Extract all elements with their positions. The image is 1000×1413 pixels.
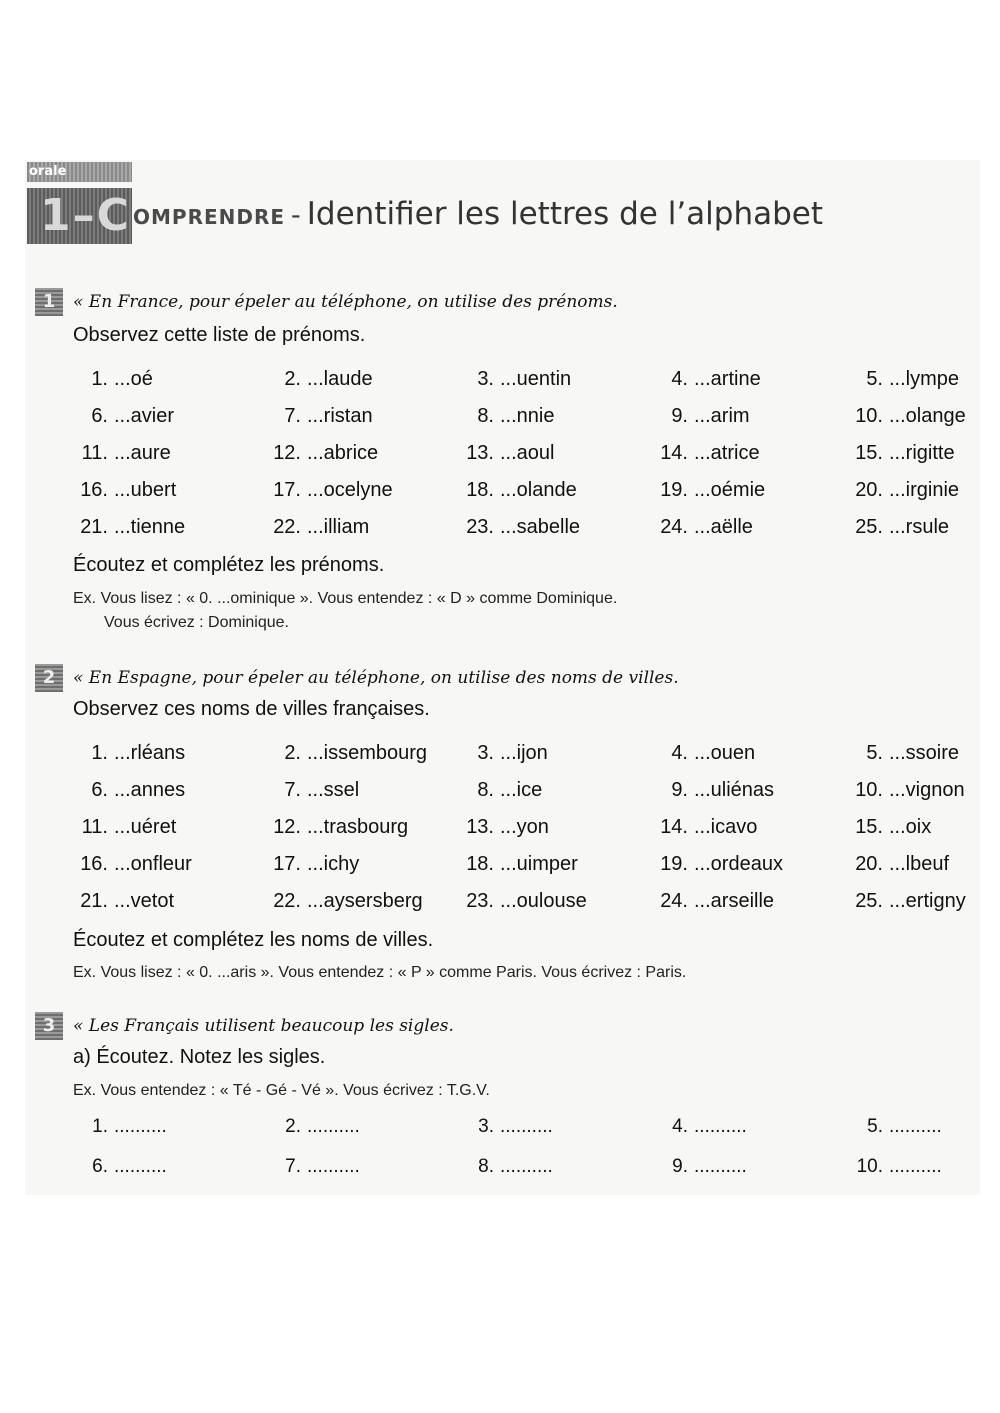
prenom-item-number: 24.: [660, 516, 688, 538]
prenom-item-number: 9.: [671, 405, 688, 427]
ville-item-word: ...oulouse: [500, 890, 587, 912]
ville-item-number: 7.: [284, 779, 301, 801]
ville-item-word: ...ichy: [307, 853, 360, 875]
sigle-item-word[interactable]: ..........: [114, 1116, 167, 1137]
ville-row: [70, 742, 970, 779]
prenom-item: [456, 405, 554, 428]
ville-item-word: ...ijon: [500, 742, 548, 764]
ville-item-number: 23.: [466, 890, 494, 912]
ville-item: [263, 816, 408, 839]
prenom-row: [70, 405, 970, 442]
ville-item-word: ...yon: [500, 816, 549, 838]
ville-item: [456, 779, 542, 802]
prenom-item-number: 25.: [855, 516, 883, 538]
prenom-item: [845, 479, 959, 502]
prenom-item-number: 2.: [284, 368, 301, 390]
ville-item: [456, 742, 548, 765]
prenom-item: [70, 368, 153, 391]
ville-item-number: 20.: [855, 853, 883, 875]
sigle-item-number: 6.: [92, 1156, 108, 1177]
ville-item-word: ...vetot: [114, 890, 175, 912]
ville-item: [845, 890, 966, 913]
ville-item-word: ...icavo: [694, 816, 758, 838]
exercise-3-number: 3: [35, 1012, 63, 1040]
ville-item-word: ...lbeuf: [889, 853, 950, 875]
ville-item: [845, 779, 965, 802]
ville-item: [650, 742, 755, 765]
prenom-item: [263, 479, 393, 502]
section-tab-label: orale: [27, 162, 132, 182]
sigle-item-number: 10.: [856, 1156, 883, 1177]
sigle-item: [263, 1116, 360, 1138]
ville-item: [845, 816, 931, 839]
prenom-item: [70, 479, 176, 502]
prenom-item-number: 17.: [273, 479, 301, 501]
ville-item-number: 16.: [80, 853, 108, 875]
ville-row: [70, 816, 970, 853]
prenom-item-number: 10.: [855, 405, 883, 427]
ville-item-number: 17.: [273, 853, 301, 875]
ville-item-number: 2.: [284, 742, 301, 764]
prenom-item-number: 6.: [91, 405, 108, 427]
exercise-1-task: Écoutez et complétez les prénoms.: [73, 554, 385, 576]
title-separator: -: [291, 200, 301, 231]
ville-item-number: 10.: [855, 779, 883, 801]
sigle-item-word[interactable]: ..........: [889, 1116, 942, 1137]
exercise-1-instruction: Observez cette liste de prénoms.: [73, 324, 366, 346]
ville-item-number: 13.: [466, 816, 494, 838]
exercise-1-intro: « En France, pour épeler au téléphone, on utilise des prénoms.: [73, 292, 618, 312]
prenom-item-number: 13.: [466, 442, 494, 464]
ville-item: [70, 742, 185, 765]
ville-item-number: 9.: [671, 779, 688, 801]
prenom-item-word: ...nnie: [500, 405, 555, 427]
prenom-item-word: ...rsule: [889, 516, 950, 538]
prenom-item-word: ...olange: [889, 405, 966, 427]
ville-item-number: 1.: [91, 742, 108, 764]
prenom-item-number: 21.: [80, 516, 108, 538]
prenom-item: [70, 516, 185, 539]
prenom-item-word: ...oémie: [694, 479, 766, 501]
sigle-item-word[interactable]: ..........: [307, 1156, 360, 1177]
ville-item-word: ...annes: [114, 779, 186, 801]
ville-item: [263, 742, 427, 765]
ville-item-word: ...aysersberg: [307, 890, 423, 912]
ville-item: [263, 890, 423, 913]
prenom-item: [263, 516, 369, 539]
prenom-row: [70, 516, 970, 553]
prenom-item-number: 5.: [866, 368, 883, 390]
prenom-item: [650, 405, 750, 428]
ville-row: [70, 853, 970, 890]
title-main: Identifier les lettres de l’alphabet: [306, 196, 824, 232]
ville-row: [70, 890, 970, 927]
sigle-row: [70, 1156, 970, 1196]
prenom-item: [456, 516, 580, 539]
ville-item: [70, 853, 192, 876]
prenom-item-number: 7.: [284, 405, 301, 427]
exercise-3-instruction: a) Écoutez. Notez les sigles.: [73, 1046, 326, 1068]
sigle-item-word[interactable]: ..........: [114, 1156, 167, 1177]
ville-item-word: ...vignon: [889, 779, 965, 801]
ville-item: [70, 816, 176, 839]
prenom-item-word: ...illiam: [307, 516, 370, 538]
exercise-3-intro: « Les Français utilisent beaucoup les sigles.: [73, 1016, 454, 1036]
prenom-item: [263, 442, 378, 465]
prenom-item: [650, 368, 761, 391]
ville-item-word: ...uimper: [500, 853, 578, 875]
ville-item: [650, 890, 774, 913]
sigle-row: [70, 1116, 970, 1156]
ville-item-word: ...ertigny: [889, 890, 966, 912]
ville-item: [845, 853, 949, 876]
ville-item: [70, 890, 174, 913]
sigle-item-number: 7.: [285, 1156, 301, 1177]
ville-item: [456, 816, 549, 839]
prenom-item-word: ...artine: [694, 368, 761, 390]
prenom-item-word: ...arim: [694, 405, 750, 427]
sigle-item-word[interactable]: ..........: [694, 1116, 747, 1137]
prenom-item: [650, 516, 753, 539]
ville-item-number: 6.: [91, 779, 108, 801]
sigle-item: [650, 1116, 747, 1138]
prenom-item-number: 20.: [855, 479, 883, 501]
ville-item-number: 15.: [855, 816, 883, 838]
ville-item-number: 19.: [660, 853, 688, 875]
sigle-item-word[interactable]: ..........: [694, 1156, 747, 1177]
prenom-item: [845, 516, 949, 539]
sigle-item: [845, 1116, 942, 1138]
prenom-item-word: ...abrice: [307, 442, 379, 464]
sigle-item-number: 5.: [867, 1116, 883, 1137]
prenom-item: [263, 405, 373, 428]
prenom-item-number: 4.: [671, 368, 688, 390]
prenom-item-number: 1.: [91, 368, 108, 390]
ville-item-word: ...issembourg: [307, 742, 428, 764]
prenom-item-number: 14.: [660, 442, 688, 464]
prenom-item-number: 12.: [273, 442, 301, 464]
prenom-item-number: 19.: [660, 479, 688, 501]
prenom-item-word: ...aoul: [500, 442, 555, 464]
prenom-item-word: ...laude: [307, 368, 373, 390]
ville-item-word: ...ouen: [694, 742, 756, 764]
sigle-item-word[interactable]: ..........: [307, 1116, 360, 1137]
prenom-item: [263, 368, 373, 391]
sigle-item-number: 4.: [672, 1116, 688, 1137]
page-title: [133, 196, 823, 232]
prenom-item-number: 3.: [477, 368, 494, 390]
prenom-item: [650, 479, 765, 502]
sigle-item-number: 3.: [478, 1116, 494, 1137]
ville-item-word: ...rléans: [114, 742, 186, 764]
ville-item-word: ...onfleur: [114, 853, 192, 875]
ville-item: [845, 742, 959, 765]
prenom-item: [845, 442, 955, 465]
ville-item-word: ...ice: [500, 779, 543, 801]
exercise-2-intro: « En Espagne, pour épeler au téléphone, on utilise des noms de villes.: [73, 668, 679, 688]
prenom-item-word: ...oé: [114, 368, 153, 390]
prenom-item-word: ...uentin: [500, 368, 572, 390]
sigle-item: [845, 1156, 942, 1178]
sigle-item: [650, 1156, 747, 1178]
ville-item-number: 24.: [660, 890, 688, 912]
prenom-item: [456, 368, 571, 391]
ville-item-number: 18.: [466, 853, 494, 875]
ville-item-word: ...ssoire: [889, 742, 960, 764]
ville-item: [650, 779, 774, 802]
ville-item: [650, 816, 757, 839]
sigle-item: [70, 1116, 167, 1138]
exercise-3-list: [70, 1116, 970, 1196]
ville-item-number: 21.: [80, 890, 108, 912]
ville-item-number: 3.: [477, 742, 494, 764]
prenom-item-number: 16.: [80, 479, 108, 501]
prenom-item: [70, 442, 171, 465]
prenom-item-word: ...aure: [114, 442, 171, 464]
prenom-item-word: ...sabelle: [500, 516, 581, 538]
ville-item-word: ...uliénas: [694, 779, 775, 801]
prenom-item-number: 23.: [466, 516, 494, 538]
prenom-item: [456, 479, 577, 502]
exercise-2-number: 2: [35, 664, 63, 692]
ville-item-number: 12.: [273, 816, 301, 838]
ville-row: [70, 779, 970, 816]
ville-item-number: 8.: [477, 779, 494, 801]
sigle-item: [70, 1156, 167, 1178]
title-decoration-letters: 1–C: [40, 190, 131, 241]
ville-item-word: ...oix: [889, 816, 932, 838]
prenom-item-word: ...ristan: [307, 405, 373, 427]
sigle-item: [456, 1116, 553, 1138]
prenom-item-number: 22.: [273, 516, 301, 538]
sigle-item-word[interactable]: ..........: [889, 1156, 942, 1177]
prenom-item-word: ...aëlle: [694, 516, 753, 538]
ville-item-word: ...ordeaux: [694, 853, 783, 875]
exercise-1-number: 1: [35, 288, 63, 316]
prenom-item-number: 8.: [477, 405, 494, 427]
exercise-1-example-line1: Ex. Vous lisez : « 0. ...ominique ». Vous entendez : « D » comme Dominique.: [73, 590, 618, 607]
ville-item: [263, 853, 359, 876]
ville-item-number: 22.: [273, 890, 301, 912]
prenom-item: [650, 442, 760, 465]
prenom-item-word: ...olande: [500, 479, 577, 501]
ville-item: [456, 890, 587, 913]
sigle-item: [263, 1156, 360, 1178]
ville-item: [650, 853, 783, 876]
prenom-item-number: 18.: [466, 479, 494, 501]
ville-item-number: 11.: [81, 816, 108, 838]
prenom-item-word: ...ubert: [114, 479, 177, 501]
exercise-2-example: Ex. Vous lisez : « 0. ...aris ». Vous entendez : « P » comme Paris. Vous écrivez : Paris.: [73, 964, 687, 981]
ville-item-number: 4.: [671, 742, 688, 764]
prenom-item: [845, 368, 959, 391]
exercise-2-list: [70, 742, 970, 927]
sigle-item-word[interactable]: ..........: [500, 1116, 553, 1137]
prenom-item: [70, 405, 174, 428]
prenom-row: [70, 479, 970, 516]
prenom-item-word: ...avier: [114, 405, 175, 427]
sigle-item-number: 8.: [478, 1156, 494, 1177]
exercise-2-task: Écoutez et complétez les noms de villes.: [73, 929, 434, 951]
prenom-item: [456, 442, 554, 465]
prenom-item-word: ...ocelyne: [307, 479, 393, 501]
ville-item: [70, 779, 185, 802]
exercise-1-example-line2: Vous écrivez : Dominique.: [104, 614, 289, 631]
prenom-item-word: ...tienne: [114, 516, 186, 538]
prenom-item-word: ...rigitte: [889, 442, 955, 464]
prenom-item-word: ...irginie: [889, 479, 960, 501]
ville-item-number: 5.: [866, 742, 883, 764]
prenom-item: [845, 405, 966, 428]
ville-item-word: ...uéret: [114, 816, 177, 838]
prenom-item-word: ...lympe: [889, 368, 960, 390]
ville-item-word: ...trasbourg: [307, 816, 409, 838]
prenom-item-number: 11.: [81, 442, 108, 464]
prenom-item-number: 15.: [855, 442, 883, 464]
sigle-item-number: 9.: [672, 1156, 688, 1177]
ville-item-number: 25.: [855, 890, 883, 912]
ville-item-word: ...ssel: [307, 779, 360, 801]
ville-item-word: ...arseille: [694, 890, 775, 912]
ville-item-number: 14.: [660, 816, 688, 838]
prenom-row: [70, 442, 970, 479]
exercise-2-instruction: Observez ces noms de villes françaises.: [73, 698, 430, 720]
prenom-item-word: ...atrice: [694, 442, 760, 464]
title-prefix: OMPRENDRE: [133, 205, 286, 229]
sigle-item-word[interactable]: ..........: [500, 1156, 553, 1177]
ville-item: [456, 853, 578, 876]
sigle-item: [456, 1156, 553, 1178]
ville-item: [263, 779, 359, 802]
exercise-3-example: Ex. Vous entendez : « Té - Gé - Vé ». Vous écrivez : T.G.V.: [73, 1082, 490, 1099]
sigle-item-number: 2.: [285, 1116, 301, 1137]
exercise-1-list: [70, 368, 970, 553]
sigle-item-number: 1.: [92, 1116, 108, 1137]
prenom-row: [70, 368, 970, 405]
